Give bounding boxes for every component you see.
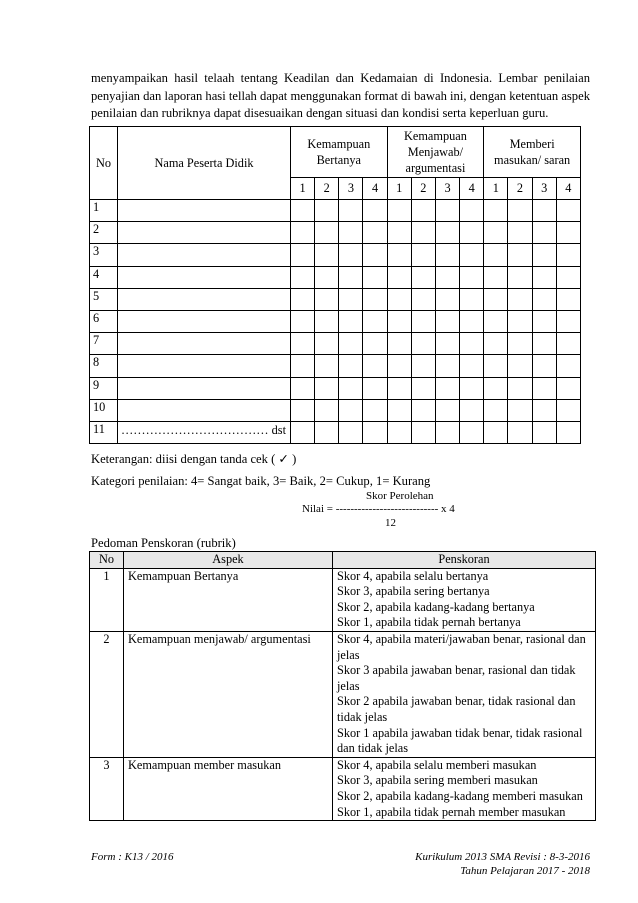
row-number: 10 bbox=[90, 399, 118, 421]
score-check-cell[interactable] bbox=[435, 200, 459, 222]
score-check-cell[interactable] bbox=[484, 200, 508, 222]
score-check-cell[interactable] bbox=[460, 244, 484, 266]
score-check-cell[interactable] bbox=[315, 244, 339, 266]
score-header-cell: 3 bbox=[532, 178, 556, 200]
rubric-score-line: Skor 2, apabila kadang-kadang memberi masukan bbox=[337, 788, 583, 803]
score-header-cell: 3 bbox=[339, 178, 363, 200]
score-check-cell[interactable] bbox=[532, 200, 556, 222]
score-check-cell[interactable] bbox=[291, 266, 315, 288]
score-check-cell[interactable] bbox=[411, 200, 435, 222]
score-check-cell[interactable] bbox=[315, 377, 339, 399]
score-check-cell[interactable] bbox=[460, 200, 484, 222]
score-header-cell: 1 bbox=[484, 178, 508, 200]
footer-curriculum-line1: Kurikulum 2013 SMA Revisi : 8-3-2016 bbox=[415, 851, 590, 863]
rubric-table bbox=[89, 551, 596, 821]
score-check-cell[interactable] bbox=[387, 377, 411, 399]
aspect-header: Kemampuan Bertanya bbox=[291, 127, 388, 178]
table-row bbox=[90, 244, 581, 266]
score-check-cell[interactable] bbox=[339, 222, 363, 244]
score-check-cell[interactable] bbox=[339, 266, 363, 288]
score-check-cell[interactable] bbox=[556, 310, 580, 332]
score-check-cell[interactable] bbox=[484, 399, 508, 421]
score-check-cell[interactable] bbox=[508, 310, 532, 332]
score-check-cell[interactable] bbox=[484, 377, 508, 399]
score-check-cell[interactable] bbox=[411, 377, 435, 399]
table-row bbox=[90, 200, 581, 222]
score-check-cell[interactable] bbox=[460, 399, 484, 421]
score-check-cell[interactable] bbox=[363, 222, 387, 244]
participant-name-cell[interactable]: ……………………………… dst bbox=[118, 421, 291, 443]
score-check-cell[interactable] bbox=[291, 310, 315, 332]
rubric-score-line: Skor 3, apabila sering bertanya bbox=[337, 584, 490, 599]
score-check-cell[interactable] bbox=[508, 200, 532, 222]
rubric-aspek: Kemampuan menjawab/ argumentasi bbox=[124, 631, 333, 757]
score-check-cell[interactable] bbox=[508, 288, 532, 310]
row-number: 1 bbox=[90, 200, 118, 222]
table-row bbox=[90, 310, 581, 332]
kategori-text: Kategori penilaian: 4= Sangat baik, 3= Baik, 2= Cukup, 1= Kurang bbox=[91, 474, 431, 488]
table-row bbox=[90, 266, 581, 288]
score-check-cell[interactable] bbox=[291, 288, 315, 310]
rubric-penskoran bbox=[333, 631, 596, 757]
score-check-cell[interactable] bbox=[315, 421, 339, 443]
row-number: 9 bbox=[90, 377, 118, 399]
score-check-cell[interactable] bbox=[363, 266, 387, 288]
score-check-cell[interactable] bbox=[387, 355, 411, 377]
score-check-cell[interactable] bbox=[291, 377, 315, 399]
score-check-cell[interactable] bbox=[532, 310, 556, 332]
score-check-cell[interactable] bbox=[363, 200, 387, 222]
table-row bbox=[90, 377, 581, 399]
score-check-cell[interactable] bbox=[315, 399, 339, 421]
participant-name-cell[interactable] bbox=[118, 310, 291, 332]
score-header-cell: 3 bbox=[435, 178, 459, 200]
score-check-cell[interactable] bbox=[508, 421, 532, 443]
score-check-cell[interactable] bbox=[339, 310, 363, 332]
participant-name-cell[interactable] bbox=[118, 355, 291, 377]
score-check-cell[interactable] bbox=[411, 310, 435, 332]
rubric-score-line: Skor 1, apabila tidak pernah bertanya bbox=[337, 615, 521, 630]
table-row bbox=[90, 399, 581, 421]
rubric-aspek: Kemampuan member masukan bbox=[124, 757, 333, 820]
score-check-cell[interactable] bbox=[435, 333, 459, 355]
score-check-cell[interactable] bbox=[556, 355, 580, 377]
aspect-header: Memberi masukan/ saran bbox=[484, 127, 581, 178]
score-header-cell: 1 bbox=[291, 178, 315, 200]
score-check-cell[interactable] bbox=[460, 222, 484, 244]
score-check-cell[interactable] bbox=[532, 266, 556, 288]
table-row bbox=[90, 421, 581, 443]
score-check-cell[interactable] bbox=[363, 355, 387, 377]
score-check-cell[interactable] bbox=[508, 266, 532, 288]
score-check-cell[interactable] bbox=[291, 333, 315, 355]
participant-name-cell[interactable] bbox=[118, 266, 291, 288]
score-check-cell[interactable] bbox=[411, 222, 435, 244]
score-check-cell[interactable] bbox=[387, 399, 411, 421]
score-check-cell[interactable] bbox=[363, 310, 387, 332]
rubric-header-penskoran: Penskoran bbox=[333, 552, 596, 569]
score-check-cell[interactable] bbox=[484, 333, 508, 355]
formula-denominator: 12 bbox=[385, 517, 396, 529]
score-check-cell[interactable] bbox=[291, 355, 315, 377]
rubric-score-line: Skor 1 apabila jawaban tidak benar, tidak rasional dan tidak jelas bbox=[337, 725, 583, 756]
rubric-penskoran bbox=[333, 568, 596, 631]
score-check-cell[interactable] bbox=[556, 421, 580, 443]
row-number: 7 bbox=[90, 333, 118, 355]
score-header-cell: 2 bbox=[508, 178, 532, 200]
participant-name-cell[interactable] bbox=[118, 399, 291, 421]
rubric-row bbox=[90, 568, 596, 631]
row-number: 4 bbox=[90, 266, 118, 288]
score-check-cell[interactable] bbox=[291, 421, 315, 443]
score-check-cell[interactable] bbox=[508, 244, 532, 266]
score-check-cell[interactable] bbox=[315, 355, 339, 377]
score-check-cell[interactable] bbox=[411, 288, 435, 310]
score-check-cell[interactable] bbox=[363, 333, 387, 355]
score-check-cell[interactable] bbox=[484, 222, 508, 244]
score-check-cell[interactable] bbox=[387, 222, 411, 244]
formula-line: Nilai = ---------------------------- x 4 bbox=[302, 503, 455, 515]
assessment-table bbox=[89, 126, 581, 444]
score-check-cell[interactable] bbox=[363, 244, 387, 266]
col-header-nama: Nama Peserta Didik bbox=[118, 127, 291, 200]
score-check-cell[interactable] bbox=[363, 399, 387, 421]
score-check-cell[interactable] bbox=[532, 377, 556, 399]
score-check-cell[interactable] bbox=[291, 200, 315, 222]
score-check-cell[interactable] bbox=[508, 333, 532, 355]
score-check-cell[interactable] bbox=[556, 377, 580, 399]
score-check-cell[interactable] bbox=[315, 222, 339, 244]
score-check-cell[interactable] bbox=[339, 200, 363, 222]
score-check-cell[interactable] bbox=[291, 399, 315, 421]
score-check-cell[interactable] bbox=[315, 200, 339, 222]
score-check-cell[interactable] bbox=[435, 222, 459, 244]
rubric-no: 1 bbox=[90, 568, 124, 631]
score-check-cell[interactable] bbox=[484, 266, 508, 288]
score-check-cell[interactable] bbox=[387, 310, 411, 332]
participant-name-cell[interactable] bbox=[118, 244, 291, 266]
score-check-cell[interactable] bbox=[460, 266, 484, 288]
participant-name-cell[interactable] bbox=[118, 222, 291, 244]
score-check-cell[interactable] bbox=[363, 377, 387, 399]
score-header-cell: 2 bbox=[411, 178, 435, 200]
score-check-cell[interactable] bbox=[315, 288, 339, 310]
score-check-cell[interactable] bbox=[435, 244, 459, 266]
rubric-header-aspek: Aspek bbox=[124, 552, 333, 569]
score-check-cell[interactable] bbox=[315, 333, 339, 355]
row-number: 3 bbox=[90, 244, 118, 266]
score-check-cell[interactable] bbox=[556, 333, 580, 355]
score-check-cell[interactable] bbox=[339, 421, 363, 443]
row-number: 6 bbox=[90, 310, 118, 332]
score-header-cell: 2 bbox=[315, 178, 339, 200]
score-check-cell[interactable] bbox=[556, 222, 580, 244]
score-check-cell[interactable] bbox=[484, 310, 508, 332]
rubric-score-line: Skor 3, apabila sering memberi masukan bbox=[337, 773, 538, 788]
score-check-cell[interactable] bbox=[556, 288, 580, 310]
rubric-row bbox=[90, 631, 596, 757]
score-check-cell[interactable] bbox=[460, 377, 484, 399]
score-check-cell[interactable] bbox=[387, 333, 411, 355]
score-check-cell[interactable] bbox=[460, 333, 484, 355]
score-check-cell[interactable] bbox=[484, 355, 508, 377]
score-check-cell[interactable] bbox=[508, 377, 532, 399]
score-check-cell[interactable] bbox=[484, 288, 508, 310]
score-header-cell: 4 bbox=[556, 178, 580, 200]
score-check-cell[interactable] bbox=[435, 355, 459, 377]
score-check-cell[interactable] bbox=[484, 421, 508, 443]
score-check-cell[interactable] bbox=[315, 266, 339, 288]
score-check-cell[interactable] bbox=[411, 399, 435, 421]
score-check-cell[interactable] bbox=[339, 355, 363, 377]
rubric-row bbox=[90, 757, 596, 820]
score-check-cell[interactable] bbox=[556, 399, 580, 421]
rubric-aspek: Kemampuan Bertanya bbox=[124, 568, 333, 631]
score-check-cell[interactable] bbox=[339, 399, 363, 421]
rubric-score-line: Skor 4, apabila selalu bertanya bbox=[337, 568, 489, 583]
row-number: 5 bbox=[90, 288, 118, 310]
pedoman-title: Pedoman Penskoran (rubrik) bbox=[91, 536, 236, 550]
score-check-cell[interactable] bbox=[435, 399, 459, 421]
intro-paragraph: menyampaikan hasil telaah tentang Keadilan dan Kedamaian di Indonesia. Lembar penilaian penyajian dan laporan hasi tellah dapat menggunakan format di bawah ini, dengan ketentuan aspek penilaian dan rubriknya dapat disesuaikan dengan situasi dan kondisi serta keperluan guru. bbox=[91, 71, 590, 120]
score-check-cell[interactable] bbox=[387, 244, 411, 266]
row-number: 11 bbox=[90, 421, 118, 443]
table-row bbox=[90, 333, 581, 355]
score-check-cell[interactable] bbox=[411, 244, 435, 266]
participant-name-cell[interactable] bbox=[118, 288, 291, 310]
rubric-score-line: Skor 4, apabila selalu memberi masukan bbox=[337, 757, 537, 772]
participant-name-cell[interactable] bbox=[118, 333, 291, 355]
score-check-cell[interactable] bbox=[435, 310, 459, 332]
score-check-cell[interactable] bbox=[484, 244, 508, 266]
score-check-cell[interactable] bbox=[339, 333, 363, 355]
col-header-no: No bbox=[90, 127, 118, 200]
rubric-score-line: Skor 3 apabila jawaban benar, rasional dan tidak jelas bbox=[337, 663, 576, 693]
score-check-cell[interactable] bbox=[339, 377, 363, 399]
score-check-cell[interactable] bbox=[339, 244, 363, 266]
score-check-cell[interactable] bbox=[411, 266, 435, 288]
score-header-cell: 1 bbox=[387, 178, 411, 200]
score-check-cell[interactable] bbox=[532, 288, 556, 310]
score-check-cell[interactable] bbox=[435, 266, 459, 288]
score-check-cell[interactable] bbox=[532, 355, 556, 377]
rubric-score-line: Skor 4, apabila materi/jawaban benar, rasional dan jelas bbox=[337, 631, 586, 662]
score-check-cell[interactable] bbox=[339, 288, 363, 310]
score-check-cell[interactable] bbox=[460, 288, 484, 310]
score-header-cell: 4 bbox=[460, 178, 484, 200]
score-check-cell[interactable] bbox=[460, 355, 484, 377]
score-check-cell[interactable] bbox=[556, 244, 580, 266]
table-row bbox=[90, 222, 581, 244]
participant-name-cell[interactable] bbox=[118, 200, 291, 222]
score-check-cell[interactable] bbox=[387, 266, 411, 288]
rubric-no: 3 bbox=[90, 757, 124, 820]
score-check-cell[interactable] bbox=[532, 222, 556, 244]
score-check-cell[interactable] bbox=[460, 310, 484, 332]
table-row bbox=[90, 288, 581, 310]
score-check-cell[interactable] bbox=[460, 421, 484, 443]
score-check-cell[interactable] bbox=[532, 333, 556, 355]
score-check-cell[interactable] bbox=[556, 266, 580, 288]
score-check-cell[interactable] bbox=[435, 377, 459, 399]
score-check-cell[interactable] bbox=[435, 421, 459, 443]
score-check-cell[interactable] bbox=[508, 222, 532, 244]
score-check-cell[interactable] bbox=[387, 288, 411, 310]
score-check-cell[interactable] bbox=[411, 333, 435, 355]
score-check-cell[interactable] bbox=[532, 421, 556, 443]
score-check-cell[interactable] bbox=[532, 244, 556, 266]
score-check-cell[interactable] bbox=[411, 355, 435, 377]
score-check-cell[interactable] bbox=[532, 399, 556, 421]
rubric-score-line: Skor 2 apabila jawaban benar, tidak rasional dan tidak jelas bbox=[337, 694, 576, 724]
table-row bbox=[90, 355, 581, 377]
rubric-score-line: Skor 1, apabila tidak pernah member masukan bbox=[337, 804, 566, 819]
score-check-cell[interactable] bbox=[387, 421, 411, 443]
rubric-penskoran bbox=[333, 757, 596, 820]
score-check-cell[interactable] bbox=[508, 399, 532, 421]
rubric-no: 2 bbox=[90, 631, 124, 757]
score-check-cell[interactable] bbox=[556, 200, 580, 222]
footer-curriculum bbox=[415, 850, 590, 878]
score-check-cell[interactable] bbox=[387, 200, 411, 222]
footer-curriculum-line2: Tahun Pelajaran 2017 - 2018 bbox=[460, 865, 590, 877]
row-number: 2 bbox=[90, 222, 118, 244]
score-check-cell[interactable] bbox=[363, 288, 387, 310]
score-check-cell[interactable] bbox=[435, 288, 459, 310]
score-header-cell: 4 bbox=[363, 178, 387, 200]
rubric-header-no: No bbox=[90, 552, 124, 569]
score-check-cell[interactable] bbox=[411, 421, 435, 443]
score-check-cell[interactable] bbox=[363, 421, 387, 443]
aspect-header: Kemampuan Menjawab/ argumentasi bbox=[387, 127, 484, 178]
score-check-cell[interactable] bbox=[291, 244, 315, 266]
keterangan-text: Keterangan: diisi dengan tanda cek ( ✓ ) bbox=[91, 452, 297, 466]
score-check-cell[interactable] bbox=[315, 310, 339, 332]
rubric-score-line: Skor 2, apabila kadang-kadang bertanya bbox=[337, 599, 535, 614]
formula-numerator: Skor Perolehan bbox=[366, 490, 434, 502]
score-check-cell[interactable] bbox=[508, 355, 532, 377]
footer-form: Form : K13 / 2016 bbox=[91, 851, 174, 863]
score-check-cell[interactable] bbox=[291, 222, 315, 244]
participant-name-cell[interactable] bbox=[118, 377, 291, 399]
row-number: 8 bbox=[90, 355, 118, 377]
